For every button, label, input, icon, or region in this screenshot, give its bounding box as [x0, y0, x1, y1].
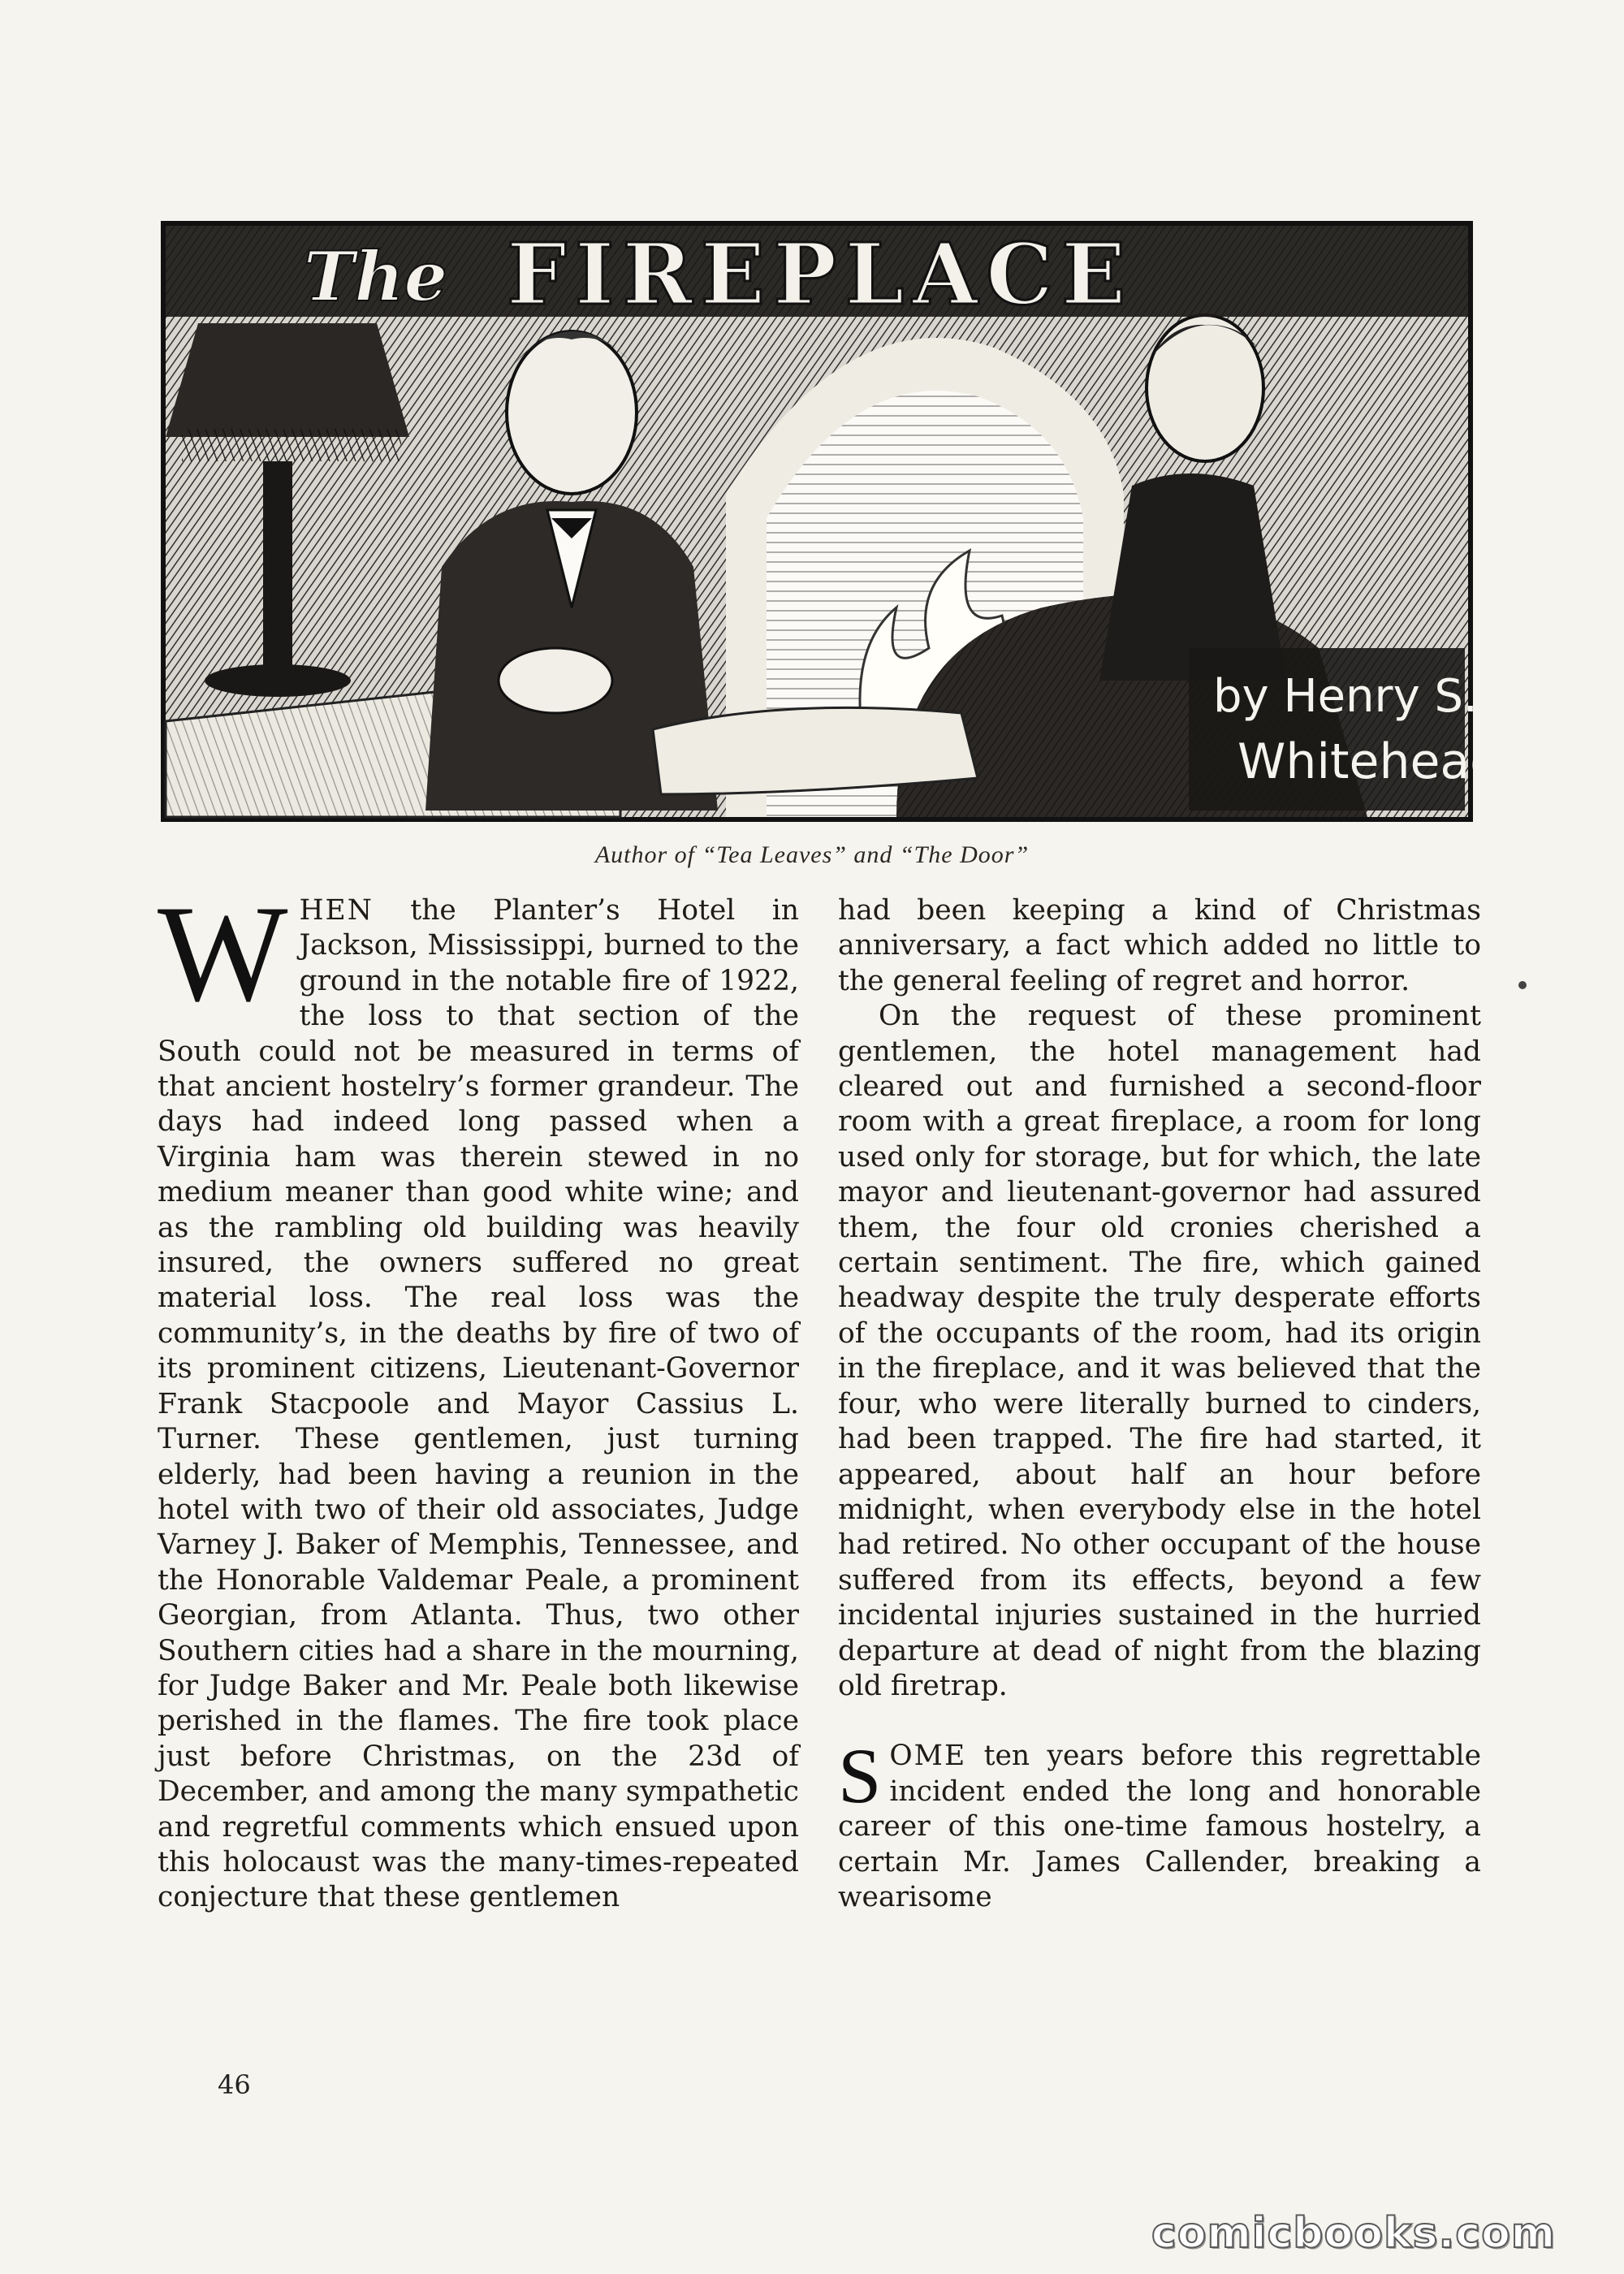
- section-opening-paragraph: [838, 1732, 1481, 1915]
- lead-in-caps: HEN: [299, 894, 374, 927]
- drop-cap: W: [158, 877, 288, 1030]
- fireplace-scene-drawing: [166, 224, 1501, 817]
- title-prefix: The: [304, 236, 448, 317]
- lead-in-caps-s: OME: [889, 1740, 967, 1773]
- header-illustration: [161, 221, 1501, 822]
- author-credits-caption: Author of “Tea Leaves” and “The Door”: [594, 841, 1030, 868]
- watermark-logo: comicbooks.com: [1151, 2209, 1556, 2258]
- paragraph-request: On the request of these prominent gentlemen, the hotel management had cleared out and furnished a second-floor room with a great fireplace, a room for long used only for storage, but for which, the late mayor and lieutenant-governor had assured them, the four old cronies cherished a certain sentiment. The fire, which gained headway despite the truly desperate efforts of the occupants of the room, had its origin in the fireplace, and it was believed that the four, who were literally burned to cinders, had been trapped. The fire had started, it appeared, about half an hour before midnight, when everybody else in the hotel had retired. No other occupant of the house suffered from its effects, beyond a few incidental injuries sustained in the hurried departure at dead of night from the blazing old firetrap.: [838, 1000, 1481, 1702]
- opening-paragraph: [158, 877, 799, 1916]
- byline-line-1: by Henry S.: [1213, 670, 1478, 723]
- text-column-left: [158, 877, 799, 1916]
- byline-author-name: Whitehead: [1237, 733, 1501, 790]
- paragraph-continued: had been keeping a kind of Christmas anniversary, a fact which added no little to the general feeling of regret and horror.: [838, 894, 1481, 997]
- ink-speck: [1518, 981, 1527, 989]
- paragraph-text: the Planter’s Hotel in Jackson, Mississippi, burned to the ground in the notable fire of 1922, the loss to that section of the South could not be measured in terms of that ancient hostelry’s former grandeur. The days had indeed long passed when a Virginia ham was therein stewed in no medium meaner than good white wine; and as the rambling old building was heavily insured, the owners suffered no great material loss. The real loss was the community’s, in the deaths by fire of two of its prominent citizens, Lieutenant-Governor Frank Stacpoole and Mayor Cassius L. Turner. These gentlemen, just turning elderly, had been having a reunion in the hotel with two of their old associates, Judge Varney J. Baker of Memphis, Tennessee, and the Honorable Valdemar Peale, a prominent Georgian, from Atlanta. Thus, two other Southern cities had a share in the mourning, for Judge Baker and Mr. Peale both likewise perished in the flames. The fire took place just before Christmas, on the 23d of December, and among the many sympathetic and regretful comments which ensued upon this holocaust was the many-times-repeated conjecture that these gentlemen: [158, 894, 799, 1914]
- article-title: FIREPLACE: [507, 224, 1134, 324]
- drop-cap-s: S: [838, 1732, 882, 1820]
- page-number: 46: [218, 2069, 251, 2100]
- section-break: [838, 1704, 1481, 1739]
- paragraph-text-s: ten years before this regrettable incident ended the long and honorable career of this one-time famous hostelry, a certain Mr. James Callender, breaking a wearisome: [838, 1740, 1481, 1913]
- text-column-right: [838, 893, 1481, 1915]
